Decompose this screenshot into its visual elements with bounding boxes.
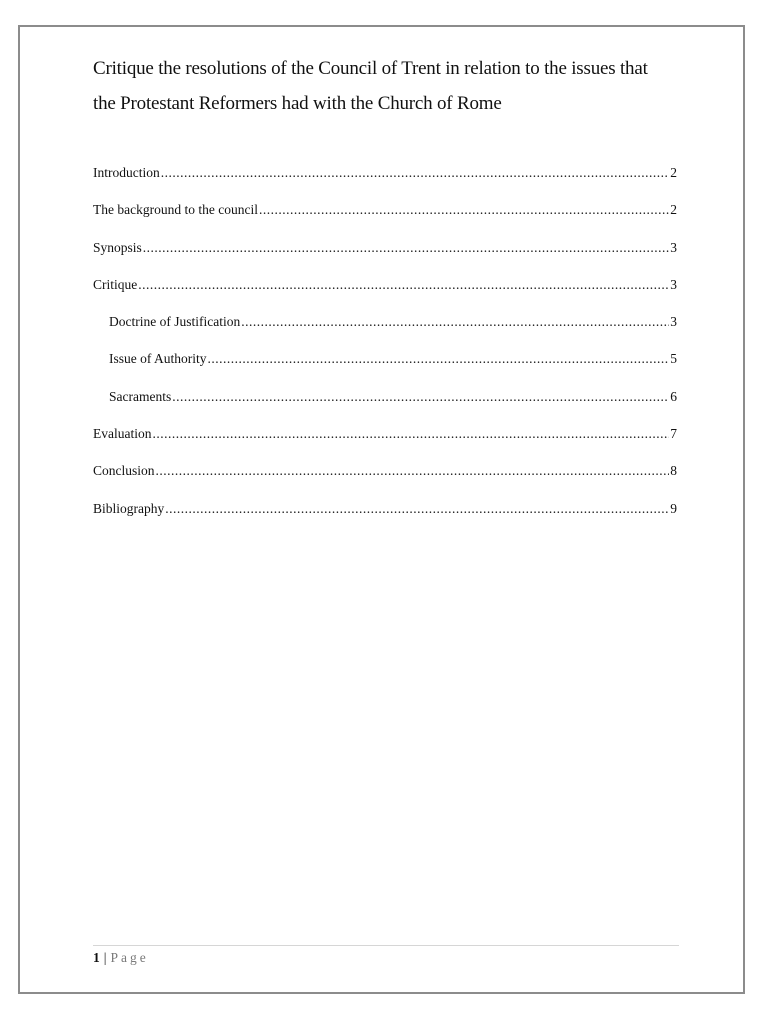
toc-entry-label: Sacraments <box>109 388 172 404</box>
title-line-2: the Protestant Reformers had with the Church of Rome <box>93 93 502 114</box>
toc-dot-leader <box>152 424 669 444</box>
toc-entry-page: 3 <box>670 314 677 330</box>
toc-entry-page: 6 <box>670 388 677 404</box>
title-line-1: Critique the resolutions of the Council of Trent in relation to the issues that <box>93 58 648 79</box>
toc-entry-page: 2 <box>670 202 677 218</box>
toc-dot-leader <box>208 349 670 369</box>
footer-separator: | <box>103 950 107 965</box>
toc-dot-leader <box>138 275 669 295</box>
toc-entry-page: 5 <box>670 351 677 367</box>
toc-entry-bibliography[interactable] <box>93 499 677 536</box>
toc-entry-sacraments[interactable] <box>93 387 677 424</box>
document-page <box>18 25 745 994</box>
toc-entry-label: Doctrine of Justification <box>109 314 241 330</box>
document-title <box>93 51 693 121</box>
toc-dot-leader <box>143 238 669 258</box>
toc-entry-introduction[interactable] <box>93 163 677 200</box>
toc-entry-label: Bibliography <box>93 500 165 516</box>
toc-entry-label: Evaluation <box>93 426 152 442</box>
toc-entry-page: 8 <box>670 463 677 479</box>
toc-entry-issue-of-authority[interactable] <box>93 349 677 386</box>
toc-dot-leader <box>172 387 669 407</box>
toc-entry-background[interactable] <box>93 200 677 237</box>
toc-entry-label: Critique <box>93 276 138 292</box>
toc-entry-label: Introduction <box>93 165 160 180</box>
footer-page-number: 1 <box>93 950 100 965</box>
toc-entry-page: 9 <box>670 500 677 516</box>
toc-entry-label: Issue of Authority <box>109 351 207 367</box>
toc-entry-critique[interactable] <box>93 275 677 312</box>
toc-entry-conclusion[interactable] <box>93 461 677 498</box>
table-of-contents <box>93 163 677 536</box>
footer-page-word: Page <box>110 950 149 965</box>
toc-entry-evaluation[interactable] <box>93 424 677 461</box>
toc-dot-leader <box>156 461 670 481</box>
toc-entry-synopsis[interactable] <box>93 238 677 275</box>
toc-dot-leader <box>259 200 669 220</box>
page-footer <box>93 949 149 967</box>
toc-entry-doctrine-of-justification[interactable] <box>93 312 677 349</box>
toc-entry-page: 3 <box>670 276 677 292</box>
toc-entry-page: 2 <box>670 165 677 180</box>
toc-dot-leader <box>241 312 669 332</box>
toc-entry-page: 3 <box>670 239 677 255</box>
toc-dot-leader <box>161 163 670 183</box>
toc-entry-label: Synopsis <box>93 239 142 255</box>
toc-dot-leader <box>165 499 669 519</box>
toc-entry-label: The background to the council <box>93 202 258 218</box>
footer-divider <box>93 945 679 946</box>
toc-entry-page: 7 <box>670 426 677 442</box>
toc-entry-label: Conclusion <box>93 463 155 479</box>
